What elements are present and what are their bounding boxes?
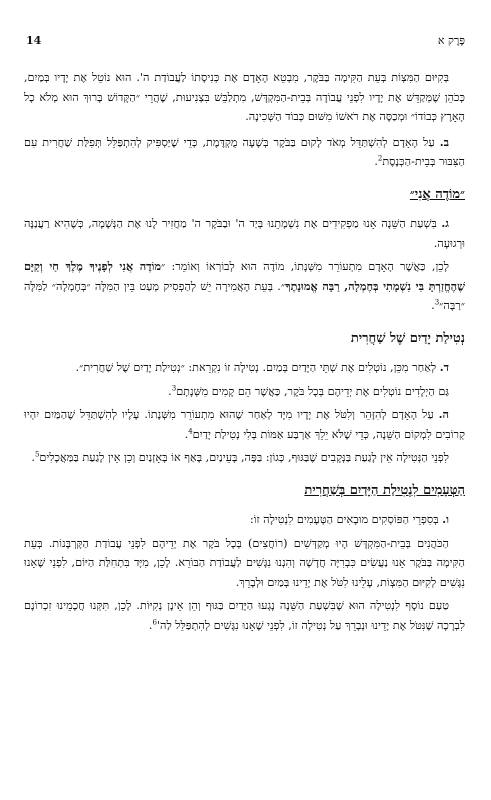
running-header (26, 34, 465, 50)
paragraph-modeh-ani-text: לָכֵן, כַּאֲשֶׁר הָאָדָם מִתְעוֹרֵר מִשְּׁנָתוֹ, מוֹדֶה הוּא לְבוֹרְאוֹ וְאוֹמֵר: ״מוֹדֶה אֲנִי לְפָנֶיךָ מֶלֶךְ חַי וְקַיָּם שֶׁהֶחֱזַרְתָּ בִּי נִשְׁמָתִי בְּחֶמְלָה, רַבָּה אֱמוּנָתֶךָ״. בְּעֵת הָאֲמִירָה יֵשׁ לְהַפְסִיק מְעַט בֵּין הַמִּלָּה ״בְּחֶמְלָה״ לַמִּלָּה ״רַבָּה״$^3$. (24, 259, 465, 313)
footnote-marker: 3 (434, 298, 440, 307)
paragraph-before-washing-text: לִפְנֵי הַנְּטִילָה אֵין לָגַעַת בַּנְּקָבִים שֶׁבַּגּוּף, כְּגוֹן: בַּפֶּה, בָּעֵינַיִם, בָּאַף אוֹ בָּאָזְנַיִם וְכֵן אֵין לָגַעַת בַּמַּאֲכָלִים (39, 451, 449, 465)
paragraph-g (24, 214, 465, 253)
paragraph-b: ב. עַל הָאָדָם לְהִשְׁתַּדֵּל מְאֹד לָקוּם בַּבֹּקֶר בְּשָׁעָה מֻקְדֶּמֶת, כְּדֵי שֶׁיַּסְפִּיק לְהִתְפַּלֵּל תְּפִלַּת שַׁחֲרִית עִם הַצִּבּוּר בְּבֵית-הַכְּנֶסֶת$^2$. (24, 134, 465, 169)
paragraph-h-text: עַל הָאָדָם לְהִזָּהֵר וְלִטֹּל אֶת יָדָיו מִיָּד לְאַחַר שֶׁהוּא מִתְעוֹרֵר מִשְּׁנָתוֹ. עָלָיו לְהִשְׁתַּדֵּל שֶׁהַמַּיִם יִהְיוּ קְרוֹבִים לִמְקוֹם הַשֵּׁנָה, כְּדֵי שֶׁלֹּא יֵלֵךְ אַרְבַּע אַמּוֹת בְּלִי נְטִילַת יָדַיִם (24, 408, 465, 441)
paragraph-additional-reason: טַעַם נוֹסָף לִנְטִילָה הוּא שֶׁבִּשְׁעַת הַשֵּׁנָה נָגְעוּ הַיָּדַיִם בַּגּוּף וְהֵן אֵינָן נְקִיּוֹת. לָכֵן, תִּקְּנוּ חֲכָמֵינוּ זִכְרוֹנָם לִבְרָכָה שֶׁנִּטֹּל אֶת יָדֵינוּ וּנְבָרֵךְ עַל נְטִילָה זוֹ, לִפְנֵי שֶׁאָנוּ נִגָּשִׁים לְהִתְפַּלֵּל לַה'$^6$. (24, 599, 465, 632)
section-title-modeh-ani: ״מוֹדֶה אֲנִי״ (409, 186, 465, 202)
paragraph-kohanim-text: הַכֹּהֲנִים בְּבֵית-הַמִּקְדָּשׁ הָיוּ מְקַדְּשִׁים (רוֹחֲצִים) בְּכָל בֹּקֶר אֶת יְדֵיהֶם לִפְנֵי עֲבוֹדַת הַקָּרְבָּנוֹת. בְּעֵת הַקִּימָה בַּבֹּקֶר אָנוּ נַעֲשִׂים כִּבְרִיָּה חֲדָשָׁה וְהִנְנוּ נִגָּשִׁים לַעֲבוֹדַת הַבּוֹרֵא. לָכֵן, מִיָּד בִּתְחִלַּת הַיּוֹם, לִפְנֵי שֶׁאָנוּ נִגָּשִׁים לְקִיּוּם הַמִּצְוֹת, עָלֵינוּ לִטֹּל אֶת יָדֵינוּ בְּמַיִם וּלְבָרֵךְ. (24, 536, 465, 589)
modeh-ani-prayer: מוֹדֶה אֲנִי לְפָנֶיךָ מֶלֶךְ חַי וְקַיָּם שֶׁהֶחֱזַרְתָּ בִּי נִשְׁמָתִי בְּחֶמְלָה, רַבָּה אֱמוּנָתֶךָ (24, 259, 465, 293)
footnote-marker: 5 (34, 450, 40, 459)
paragraph-h: ה. עַל הָאָדָם לְהִזָּהֵר וְלִטֹּל אֶת יָדָיו מִיָּד לְאַחַר שֶׁהוּא מִתְעוֹרֵר מִשְּׁנָתוֹ. עָלָיו לְהִשְׁתַּדֵּל שֶׁהַמַּיִם יִהְיוּ קְרוֹבִים לִמְקוֹם הַשֵּׁנָה, כְּדֵי שֶׁלֹּא יֵלֵךְ אַרְבַּע אַמּוֹת בְּלִי נְטִילַת יָדַיִם$^4$. (24, 407, 465, 441)
paragraph-d-letter: ד. (439, 359, 449, 374)
footnote-marker: 3 (171, 383, 177, 392)
paragraph-kohanim (24, 534, 465, 593)
paragraph-h-letter: ה. (438, 407, 449, 422)
paragraph-additional-reason-text: טַעַם נוֹסָף לִנְטִילָה הוּא שֶׁבִּשְׁעַת הַשֵּׁנָה נָגְעוּ הַיָּדַיִם בַּגּוּף וְהֵן אֵינָן נְקִיּוֹת. לָכֵן, תִּקְּנוּ חֲכָמֵינוּ זִכְרוֹנָם לִבְרָכָה שֶׁנִּטֹּל אֶת יָדֵינוּ וּנְבָרֵךְ עַל נְטִילָה זוֹ, לִפְנֵי שֶׁאָנוּ נִגָּשִׁים לְהִתְפַּלֵּל לַה' (24, 599, 465, 632)
paragraph-b-letter: ב. (439, 134, 449, 149)
paragraph-1-text: בְּקִיּוּם הַמִּצְוֹת בְּעֵת הַקִּימָה בַּבֹּקֶר, מִבְטֵא הָאָדָם אֶת כְּנִיסָתוֹ לַעֲבוֹדַת ה'. הוּא נוֹטֵל אֶת יָדָיו בְּמַיִם, כְּכֹהֵן שֶׁמְּקַדֵּשׁ אֶת יָדָיו לִפְנֵי עֲבוֹדָה בְּבֵית-הַמִּקְדָּשׁ, מִתְלַבֵּשׁ בִּצְנִיעוּת, שֶׁהֲרֵי ״הַקָּדוֹשׁ בָּרוּךְ הוּא מְלֹא כָל הָאָרֶץ כְּבוֹדוֹ״ וּמְכַסֶּה אֶת רֹאשׁוֹ מִשּׁוּם כְּבוֹד הַשְּׁכִינָה. (24, 71, 465, 124)
chapter-title: פֶּרֶק א (437, 34, 465, 47)
footnote-marker: 6 (152, 618, 157, 627)
paragraph-children: גַּם הַיְלָדִים נוֹטְלִים אֶת יְדֵיהֶם בְּכָל בֹּקֶר, כַּאֲשֶׁר הֵם קָמִים מִשְּׁנָתָם$^3$. (168, 383, 449, 398)
paragraph-d (24, 358, 465, 378)
modeh-ani-note: ״. בְּעֵת הָאֲמִירָה יֵשׁ לְהַפְסִיק מְעַט בֵּין הַמִּלָּה ״בְּחֶמְלָה״ לַמִּלָּה ״רַבָּה״ (24, 279, 465, 313)
paragraph-v-text: בְּסִפְרֵי הַפּוֹסְקִים מוּבָאִים הַטְּעָמִים לִנְטִילָה זוֹ: (249, 512, 439, 526)
paragraph-v-letter: ו. (442, 511, 449, 526)
modeh-ani-intro: לָכֵן, כַּאֲשֶׁר הָאָדָם מִתְעוֹרֵר מִשְּׁנָתוֹ, מוֹדֶה הוּא לְבוֹרְאוֹ וְאוֹמֵר: ״ (161, 260, 449, 274)
page-body (24, 68, 465, 641)
paragraph-children-text: גַּם הַיְלָדִים נוֹטְלִים אֶת יְדֵיהֶם בְּכָל בֹּקֶר, כַּאֲשֶׁר הֵם קָמִים מִשְּׁנָתָם (176, 384, 449, 398)
section-title-netilat-yadayim: נְטִילַת יָדַיִם שֶׁל שַׁחֲרִית (350, 330, 465, 346)
paragraph-before-washing: לִפְנֵי הַנְּטִילָה אֵין לָגַעַת בַּנְּקָבִים שֶׁבַּגּוּף, כְּגוֹן: בַּפֶּה, בָּעֵינַיִם, בָּאַף אוֹ בָּאָזְנַיִם וְכֵן אֵין לָגַעַת בַּמַּאֲכָלִים$^5$. (31, 450, 449, 465)
page-number: 14 (26, 34, 42, 47)
paragraph-g-letter: ג. (441, 215, 449, 230)
paragraph-b-text: עַל הָאָדָם לְהִשְׁתַּדֵּל מְאֹד לָקוּם בַּבֹּקֶר בְּשָׁעָה מֻקְדֶּמֶת, כְּדֵי שֶׁיַּסְפִּיק לְהִתְפַּלֵּל תְּפִלַּת שַׁחֲרִית עִם הַצִּבּוּר בְּבֵית-הַכְּנֶסֶת (24, 135, 465, 169)
paragraph-d-text: לְאַחַר מִכֵּן, נוֹטְלִים אֶת שְׁתֵּי הַיָּדַיִם בְּמַיִם. נְטִילָה זוֹ נִקְרֵאת: ״נְטִילַת יָדַיִם שֶׁל שַׁחֲרִית״. (75, 360, 437, 374)
paragraph-v (24, 510, 465, 530)
paragraph-g-text: בִּשְׁעַת הַשֵּׁנָה אָנוּ מַפְקִידִים אֶת נִשְׁמָתֵנוּ בְּיַד ה' וּבַבֹּקֶר ה' מַחֲזִיר לָנוּ אֶת הַנְּשָׁמָה, כְּשֶׁהִיא רַעֲנַנָּה וּרְגוּעָה. (24, 216, 465, 250)
footnote-marker: 4 (188, 426, 193, 435)
paragraph-1 (24, 68, 465, 127)
section-title-reasons: הַטְּעָמִים לִנְטִילַת הַיָּדַיִם בְּשַׁחֲרִית (304, 482, 465, 498)
footnote-marker: 2 (377, 154, 383, 163)
